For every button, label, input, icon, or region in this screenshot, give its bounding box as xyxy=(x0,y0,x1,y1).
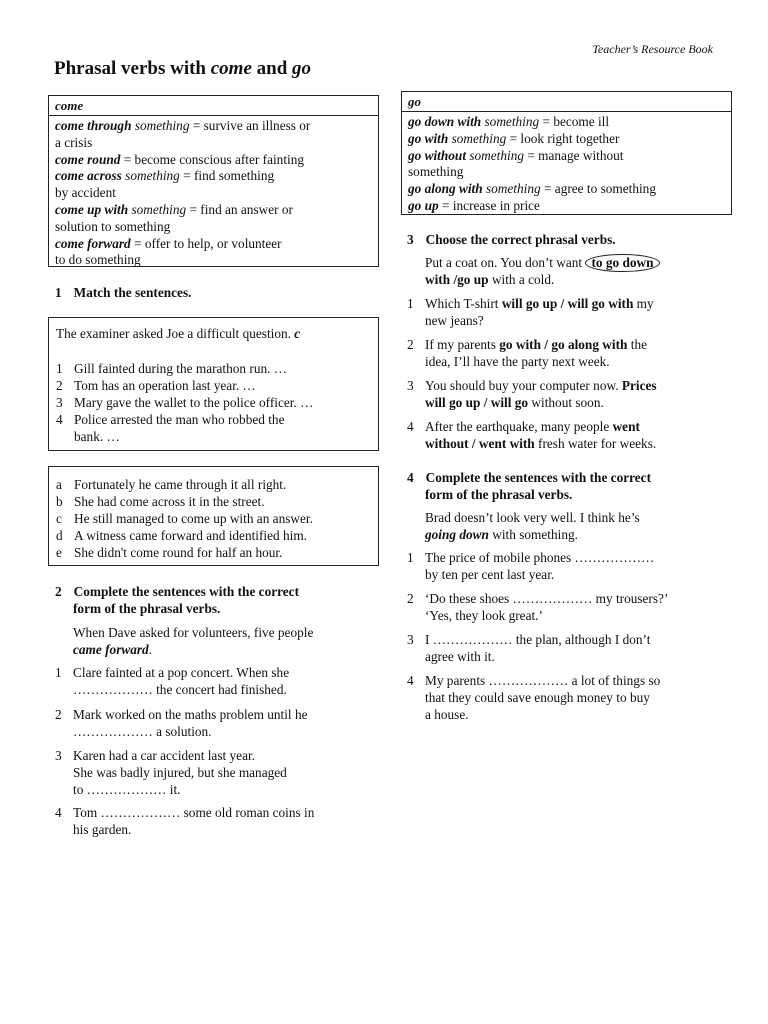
item-text xyxy=(73,804,373,838)
answer-text: She didn't come round for half an hour. xyxy=(74,545,283,560)
come-object: something xyxy=(134,118,190,133)
resource-header: Teacher’s Resource Book xyxy=(592,42,713,56)
item-line: Clare fainted at a pop concert. When she xyxy=(73,665,290,680)
text: idea, I’ll have the party next week. xyxy=(425,354,610,369)
item-line: ……………… the concert had finished. xyxy=(73,682,287,697)
go-definition: = agree to something xyxy=(543,181,656,197)
go-verbs-box xyxy=(401,91,732,215)
item-line: Mark worked on the maths problem until he xyxy=(73,707,308,722)
item-line: Gill fainted during the marathon run. … xyxy=(74,361,288,376)
come-verb: come through xyxy=(55,118,132,133)
come-box-body xyxy=(49,116,378,269)
item-number: 1 xyxy=(407,550,414,565)
come-definition-cont: a crisis xyxy=(55,134,93,150)
come-definition: = survive an illness or xyxy=(192,118,311,133)
item-text xyxy=(425,336,725,370)
answer-text: He still managed to come up with an answer. xyxy=(74,511,313,526)
go-definition: = increase in price xyxy=(442,197,540,213)
ex4-example: Brad doesn’t look very well. I think he’s going down with something. xyxy=(425,510,640,542)
come-definition-cont: by accident xyxy=(55,185,116,201)
answer-text: She had come across it in the street. xyxy=(74,494,265,509)
go-entry xyxy=(408,148,725,165)
item-number: 2 xyxy=(407,591,414,606)
item-number: 1 xyxy=(56,361,63,376)
item-text xyxy=(425,631,725,665)
item-number: 2 xyxy=(55,707,62,722)
circled-answer: to go down xyxy=(585,254,659,272)
page-title: Phrasal verbs with come and go xyxy=(54,58,312,79)
go-object: something xyxy=(451,130,507,146)
come-entry xyxy=(55,202,372,219)
options: went xyxy=(612,419,640,434)
come-box-heading: come xyxy=(49,96,378,116)
item-line: ‘Yes, they look great.’ xyxy=(425,608,543,623)
answer-text: Fortunately he came through it all right. xyxy=(74,477,287,492)
come-definition: = find an answer or xyxy=(189,201,293,217)
come-definition-cont: solution to something xyxy=(55,218,171,234)
go-definition: = become ill xyxy=(542,114,610,129)
item-line: agree with it. xyxy=(425,649,495,664)
come-entry xyxy=(55,152,372,169)
item-text xyxy=(73,664,373,698)
item-text xyxy=(73,747,373,798)
come-entry xyxy=(55,118,372,135)
go-object: something xyxy=(469,147,525,163)
go-verb: go with xyxy=(408,130,449,146)
come-definition-cont: to do something xyxy=(55,252,141,268)
item-line: bank. … xyxy=(74,429,120,444)
item-line xyxy=(425,353,725,370)
go-entry xyxy=(408,198,725,215)
ex3-example: Put a coat on. You don’t want to go down with /go up with a cold. xyxy=(425,254,725,288)
item-number: 4 xyxy=(407,419,414,434)
item-line xyxy=(425,295,725,312)
item-line: by ten per cent last year. xyxy=(425,567,555,582)
item-number: 1 xyxy=(407,296,414,311)
answer-letter: d xyxy=(56,528,63,543)
item-number: 4 xyxy=(55,805,62,820)
item-line xyxy=(425,377,725,394)
item-text xyxy=(425,672,725,723)
answer-letter: a xyxy=(56,477,62,492)
item-number: 3 xyxy=(56,395,63,410)
item-text xyxy=(425,295,725,329)
text: You should buy your computer now. xyxy=(425,378,619,393)
come-object: something xyxy=(125,168,180,184)
item-line: I ……………… the plan, although I don’t xyxy=(425,632,651,647)
text: If my parents xyxy=(425,337,496,352)
item-text xyxy=(74,411,374,445)
come-object: something xyxy=(131,201,187,217)
go-verb: go along with xyxy=(408,181,483,197)
item-text xyxy=(425,549,725,583)
go-entry xyxy=(408,114,725,131)
go-definition: = manage without xyxy=(527,147,624,163)
item-number: 1 xyxy=(55,665,62,680)
options: without / went with xyxy=(425,436,535,451)
item-text xyxy=(425,590,725,624)
come-verb: come round xyxy=(55,151,121,167)
go-entry xyxy=(408,181,725,198)
ex1-sentences-box xyxy=(48,317,379,451)
text: new jeans? xyxy=(425,313,484,328)
item-number: 2 xyxy=(56,378,63,393)
answer-letter: b xyxy=(56,494,63,509)
go-verb: go up xyxy=(408,197,439,213)
text: After the earthquake, many people xyxy=(425,419,610,434)
item-line xyxy=(425,394,725,411)
go-definition: = look right together xyxy=(509,130,620,146)
item-number: 3 xyxy=(55,748,62,763)
go-definition-cont: something xyxy=(408,164,464,180)
text: Which T-shirt xyxy=(425,296,499,311)
options: go with / go along with xyxy=(499,337,628,352)
come-verb: come forward xyxy=(55,235,131,251)
item-line: Tom ……………… some old roman coins in xyxy=(73,805,315,820)
go-entry xyxy=(408,131,725,148)
go-verb: go without xyxy=(408,147,467,163)
item-line xyxy=(425,312,725,329)
come-entry xyxy=(55,168,372,185)
item-line: ‘Do these shoes ……………… my trousers?’ xyxy=(425,591,669,606)
go-box-heading: go xyxy=(402,92,731,112)
come-definition: = become conscious after fainting xyxy=(123,151,305,167)
ex1-example: The examiner asked Joe a difficult question. c xyxy=(56,326,301,341)
item-number: 2 xyxy=(407,337,414,352)
item-line: She was badly injured, but she managed xyxy=(73,765,287,780)
item-number: 3 xyxy=(407,632,414,647)
item-line: a house. xyxy=(425,707,469,722)
item-line: to ……………… it. xyxy=(73,782,181,797)
item-text xyxy=(74,377,374,394)
answer-letter: c xyxy=(56,511,62,526)
ex3-heading: 3 Choose the correct phrasal verbs. xyxy=(407,232,616,247)
item-line: Tom has an operation last year. … xyxy=(74,378,256,393)
answer-text: A witness came forward and identified him. xyxy=(74,528,308,543)
ex4-heading: 4 Complete the sentences with the correct form of the phrasal verbs. xyxy=(407,470,652,502)
item-number: 4 xyxy=(407,673,414,688)
come-definition: = offer to help, or volunteer xyxy=(134,235,282,251)
text: without soon. xyxy=(531,395,604,410)
item-line: ……………… a solution. xyxy=(73,724,212,739)
ex1-heading: 1 Match the sentences. xyxy=(55,285,192,300)
answer-letter: e xyxy=(56,545,62,560)
go-object: something xyxy=(485,181,541,197)
text: my xyxy=(636,296,654,311)
item-text xyxy=(74,360,374,377)
item-text xyxy=(74,394,374,411)
item-line: his garden. xyxy=(73,822,132,837)
item-line: that they could save enough money to buy xyxy=(425,690,650,705)
come-entry xyxy=(55,236,372,253)
come-verb: come across xyxy=(55,168,122,184)
go-box-body xyxy=(402,112,731,215)
options: will go up / will go with xyxy=(501,296,634,311)
options: Prices xyxy=(621,378,657,393)
come-verbs-box xyxy=(48,95,379,267)
item-number: 4 xyxy=(56,412,63,427)
item-number: 3 xyxy=(407,378,414,393)
ex2-heading: 2 Complete the sentences with the correct form of the phrasal verbs. xyxy=(55,584,300,616)
go-verb: go down with xyxy=(408,114,482,129)
text: the xyxy=(630,337,647,352)
item-line: Mary gave the wallet to the police officer. … xyxy=(74,395,314,410)
item-line: The price of mobile phones ……………… xyxy=(425,550,655,565)
options: will go up / will go xyxy=(425,395,529,410)
item-text xyxy=(425,418,725,452)
text: fresh water for weeks. xyxy=(538,436,657,451)
go-object: something xyxy=(484,114,540,129)
ex2-example: When Dave asked for volunteers, five people came forward. xyxy=(73,625,314,657)
item-line: Police arrested the man who robbed the xyxy=(74,412,285,427)
come-definition: = find something xyxy=(183,168,275,184)
item-line: My parents ……………… a lot of things so xyxy=(425,673,661,688)
item-line xyxy=(425,336,725,353)
ex1-answers-box xyxy=(48,466,379,566)
item-text xyxy=(425,377,725,411)
come-verb: come up with xyxy=(55,201,129,217)
item-line: Karen had a car accident last year. xyxy=(73,748,255,763)
item-line xyxy=(425,418,725,435)
item-text xyxy=(73,706,373,740)
item-line xyxy=(425,435,725,452)
